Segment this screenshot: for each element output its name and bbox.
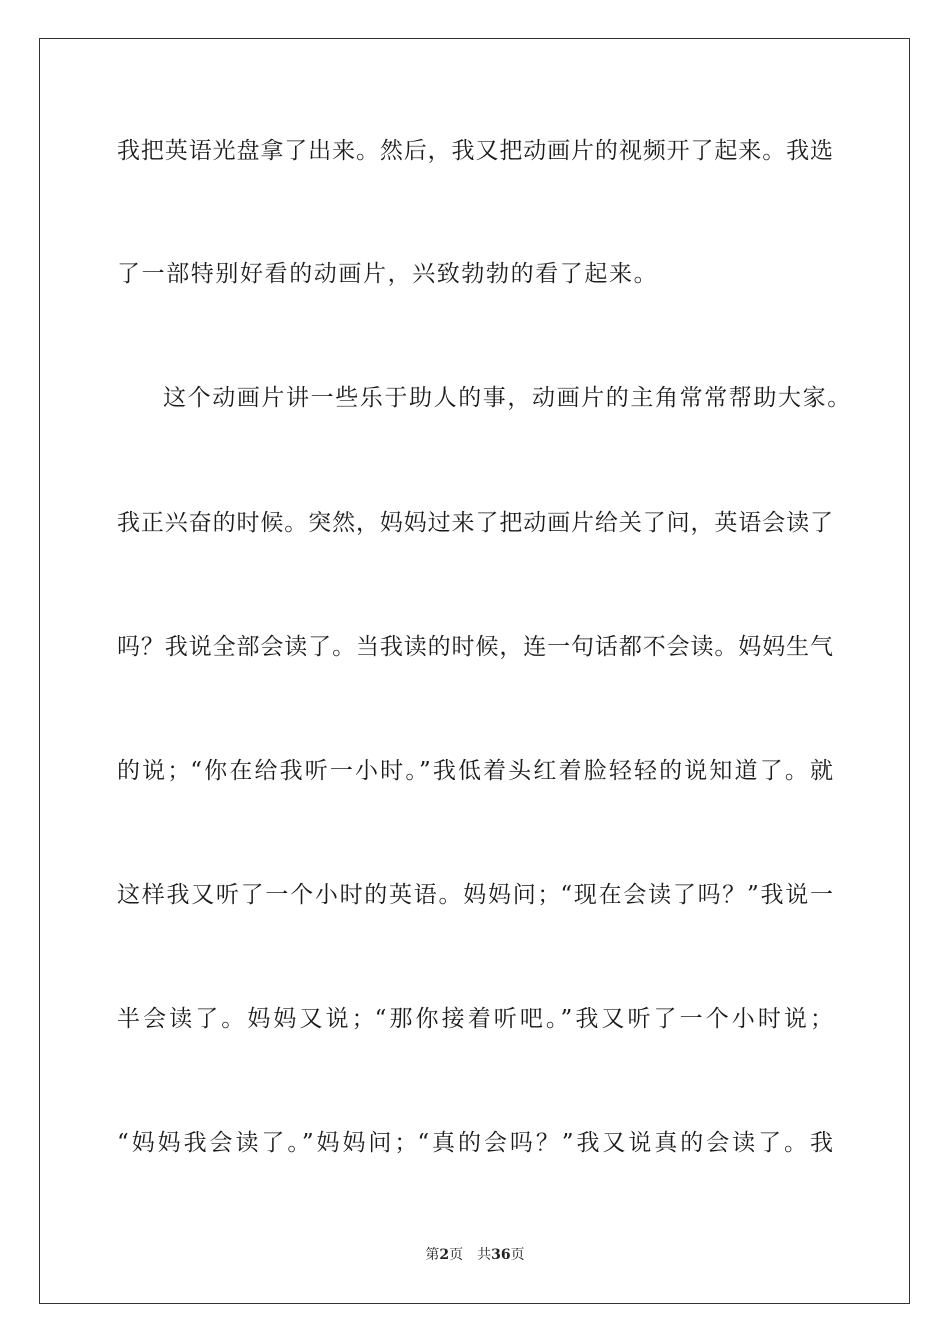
text-line-8: 半会读了。妈妈又说；“那你接着听吧。”我又听了一个小时说； [117,1006,833,1032]
text-line-1: 我把英语光盘拿了出来。然后，我又把动画片的视频开了起来。我选 [117,138,833,164]
page-border [39,38,910,1304]
text-line-4: 我正兴奋的时候。突然，妈妈过来了把动画片给关了问，英语会读了 [117,510,833,536]
page-number: 2 [439,1247,450,1263]
text-line-5: 吗？我说全部会读了。当我读的时候，连一句话都不会读。妈妈生气 [117,634,833,660]
total-pages: 36 [491,1247,511,1263]
page-suffix: 页 [449,1247,464,1263]
text-line-3: 这个动画片讲一些乐于助人的事，动画片的主角常常帮助大家。 [163,385,852,411]
total-suffix: 页 [510,1247,525,1263]
text-line-2: 了一部特别好看的动画片，兴致勃勃的看了起来。 [117,261,659,287]
text-line-7: 这样我又听了一个小时的英语。妈妈问；“现在会读了吗？”我说一 [117,882,833,908]
text-line-9: “妈妈我会读了。”妈妈问；“真的会吗？”我又说真的会读了。我 [117,1130,833,1156]
total-prefix: 共 [477,1247,492,1263]
page-prefix: 第 [425,1247,440,1263]
text-line-6: 的说；“你在给我听一小时。”我低着头红着脸轻轻的说知道了。就 [117,758,833,784]
page-footer [0,1246,950,1264]
